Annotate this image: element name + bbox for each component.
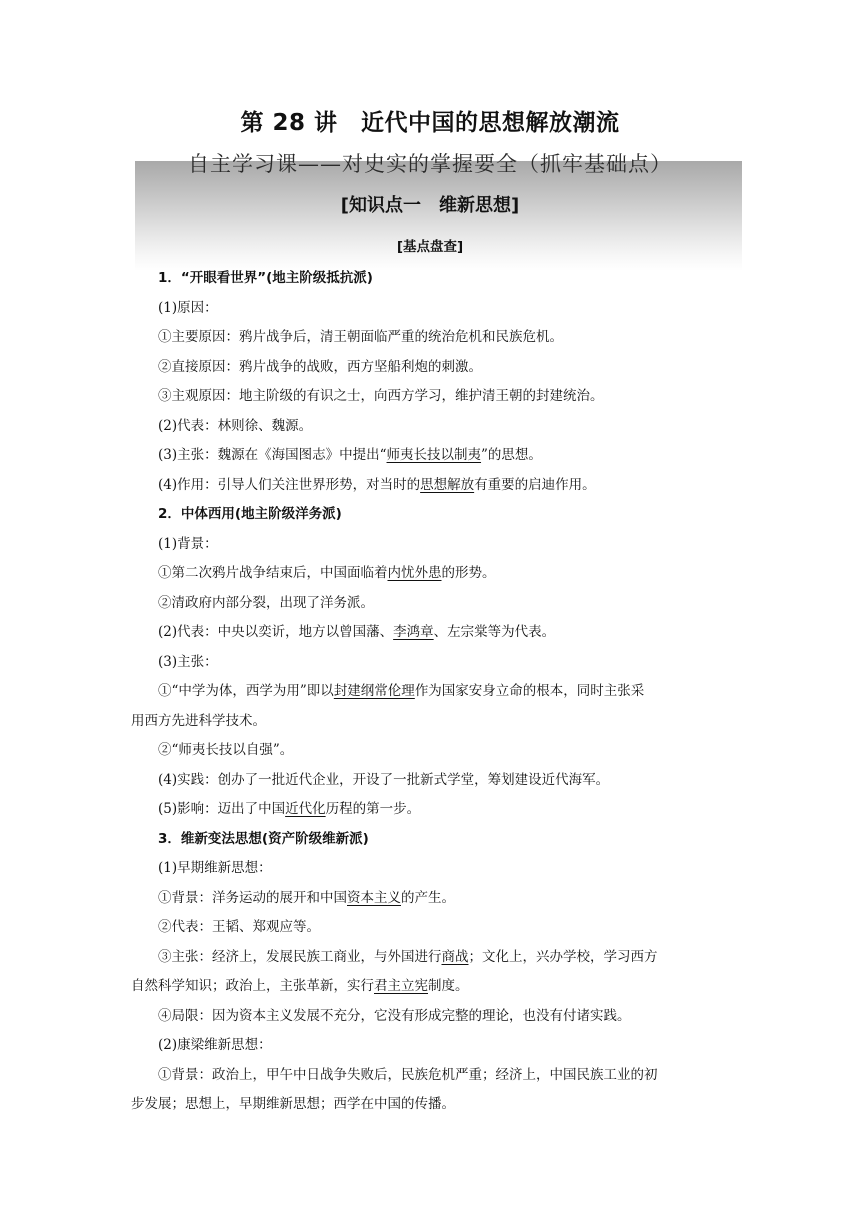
paragraph bbox=[131, 294, 738, 324]
paragraph bbox=[131, 884, 738, 914]
paragraph bbox=[131, 471, 738, 501]
paragraph bbox=[131, 559, 738, 589]
paragraph-continuation bbox=[131, 1090, 738, 1120]
heading-3 bbox=[131, 825, 738, 855]
section-heading: [基点盘查] bbox=[396, 239, 464, 255]
paragraph bbox=[131, 382, 738, 412]
text: ②“师夷长技以自强”。 bbox=[158, 742, 294, 758]
paragraph bbox=[131, 412, 738, 442]
underlined-term: 思想解放 bbox=[420, 476, 475, 493]
paragraph bbox=[131, 913, 738, 943]
text: (1)背景： bbox=[158, 535, 218, 552]
text: 自然科学知识；政治上，主张革新，实行 bbox=[131, 978, 374, 994]
text: ③主张：经济上，发展民族工商业，与外国进行 bbox=[158, 948, 442, 965]
text: ③主观原因：地主阶级的有识之士，向西方学习，维护清王朝的封建统治。 bbox=[158, 388, 604, 404]
paragraph bbox=[131, 1061, 738, 1091]
text: ”的思想。 bbox=[481, 447, 542, 463]
document-body bbox=[131, 264, 738, 1120]
underlined-term: 李鸿章 bbox=[393, 624, 434, 640]
text: (2)代表：中央以奕䜣，地方以曾国藩、 bbox=[158, 624, 394, 640]
text: (1)早期维新思想： bbox=[158, 860, 272, 876]
paragraph bbox=[131, 854, 738, 884]
underlined-term: 内忧外患 bbox=[387, 565, 442, 581]
text: (1)原因： bbox=[158, 299, 218, 316]
knowledge-point-title: [知识点一 维新思想] bbox=[340, 195, 520, 216]
text: 步发展；思想上，早期维新思想；西学在中国的传播。 bbox=[131, 1096, 455, 1112]
paragraph bbox=[131, 795, 738, 825]
text: (4)作用：引导人们关注世界形势，对当时的 bbox=[158, 476, 421, 493]
text: ④局限：因为资本主义发展不充分，它没有形成完整的理论，也没有付诸实践。 bbox=[158, 1007, 631, 1024]
text: 制度。 bbox=[428, 978, 469, 994]
underlined-term: 君主立宪 bbox=[374, 978, 428, 994]
banner-subtitle: 自主学习课——对史实的掌握要全（抓牢基础点） bbox=[188, 152, 672, 176]
text: 历程的第一步。 bbox=[325, 801, 421, 817]
text: 用西方先进科学技术。 bbox=[131, 712, 266, 729]
text: 2．中体西用(地主阶级洋务派) bbox=[158, 506, 342, 522]
underlined-term: 资本主义 bbox=[347, 889, 401, 906]
heading-1 bbox=[131, 264, 738, 294]
text: 的产生。 bbox=[401, 889, 455, 906]
text: 3．维新变法思想(资产阶级维新派) bbox=[158, 830, 369, 847]
text: ②清政府内部分裂，出现了洋务派。 bbox=[158, 594, 374, 611]
paragraph bbox=[131, 1002, 738, 1032]
text: 、左宗棠等为代表。 bbox=[433, 624, 556, 640]
underlined-term: 封建纲常伦理 bbox=[333, 683, 415, 699]
text: 作为国家安身立命的根本，同时主张采 bbox=[414, 683, 645, 699]
text: (5)影响：迈出了中国 bbox=[158, 801, 286, 817]
text: ②代表：王韬、郑观应等。 bbox=[158, 919, 320, 935]
text: (3)主张： bbox=[158, 653, 218, 670]
paragraph bbox=[131, 589, 738, 619]
paragraph bbox=[131, 648, 738, 678]
text: 的形势。 bbox=[441, 565, 496, 581]
underlined-term: 商战 bbox=[441, 948, 469, 965]
paragraph bbox=[131, 353, 738, 383]
paragraph bbox=[131, 677, 738, 707]
paragraph bbox=[131, 943, 738, 973]
text: (3)主张：魏源在《海国图志》中提出“ bbox=[158, 447, 387, 463]
paragraph-continuation bbox=[131, 972, 738, 1002]
text: (2)代表：林则徐、魏源。 bbox=[158, 417, 313, 434]
paragraph bbox=[131, 530, 738, 560]
paragraph bbox=[131, 736, 738, 766]
text: (2)康梁维新思想： bbox=[158, 1037, 272, 1053]
text: ①主要原因：鸦片战争后，清王朝面临严重的统治危机和民族危机。 bbox=[158, 329, 563, 345]
underlined-term: 师夷长技以制夷 bbox=[386, 447, 482, 463]
text: ①“中学为体，西学为用”即以 bbox=[158, 683, 334, 699]
text: 有重要的启迪作用。 bbox=[474, 476, 596, 493]
lesson-title: 第 28 讲 近代中国的思想解放潮流 bbox=[240, 110, 620, 136]
text: 1．“开眼看世界”(地主阶级抵抗派) bbox=[158, 270, 373, 286]
text: ①背景：政治上，甲午中日战争失败后，民族危机严重；经济上，中国民族工业的初 bbox=[158, 1066, 658, 1083]
paragraph bbox=[131, 766, 738, 796]
paragraph bbox=[131, 618, 738, 648]
heading-2 bbox=[131, 500, 738, 530]
paragraph bbox=[131, 1031, 738, 1061]
text: ；文化上，兴办学校，学习西方 bbox=[468, 948, 658, 965]
paragraph-continuation bbox=[131, 707, 738, 737]
text: (4)实践：创办了一批近代企业，开设了一批新式学堂，筹划建设近代海军。 bbox=[158, 771, 610, 788]
text: ①第二次鸦片战争结束后，中国面临着 bbox=[158, 565, 388, 581]
text: ②直接原因：鸦片战争的战败，西方坚船利炮的刺激。 bbox=[158, 358, 482, 375]
paragraph bbox=[131, 323, 738, 353]
text: ①背景：洋务运动的展开和中国 bbox=[158, 889, 347, 906]
underlined-term: 近代化 bbox=[285, 801, 326, 817]
paragraph bbox=[131, 441, 738, 471]
